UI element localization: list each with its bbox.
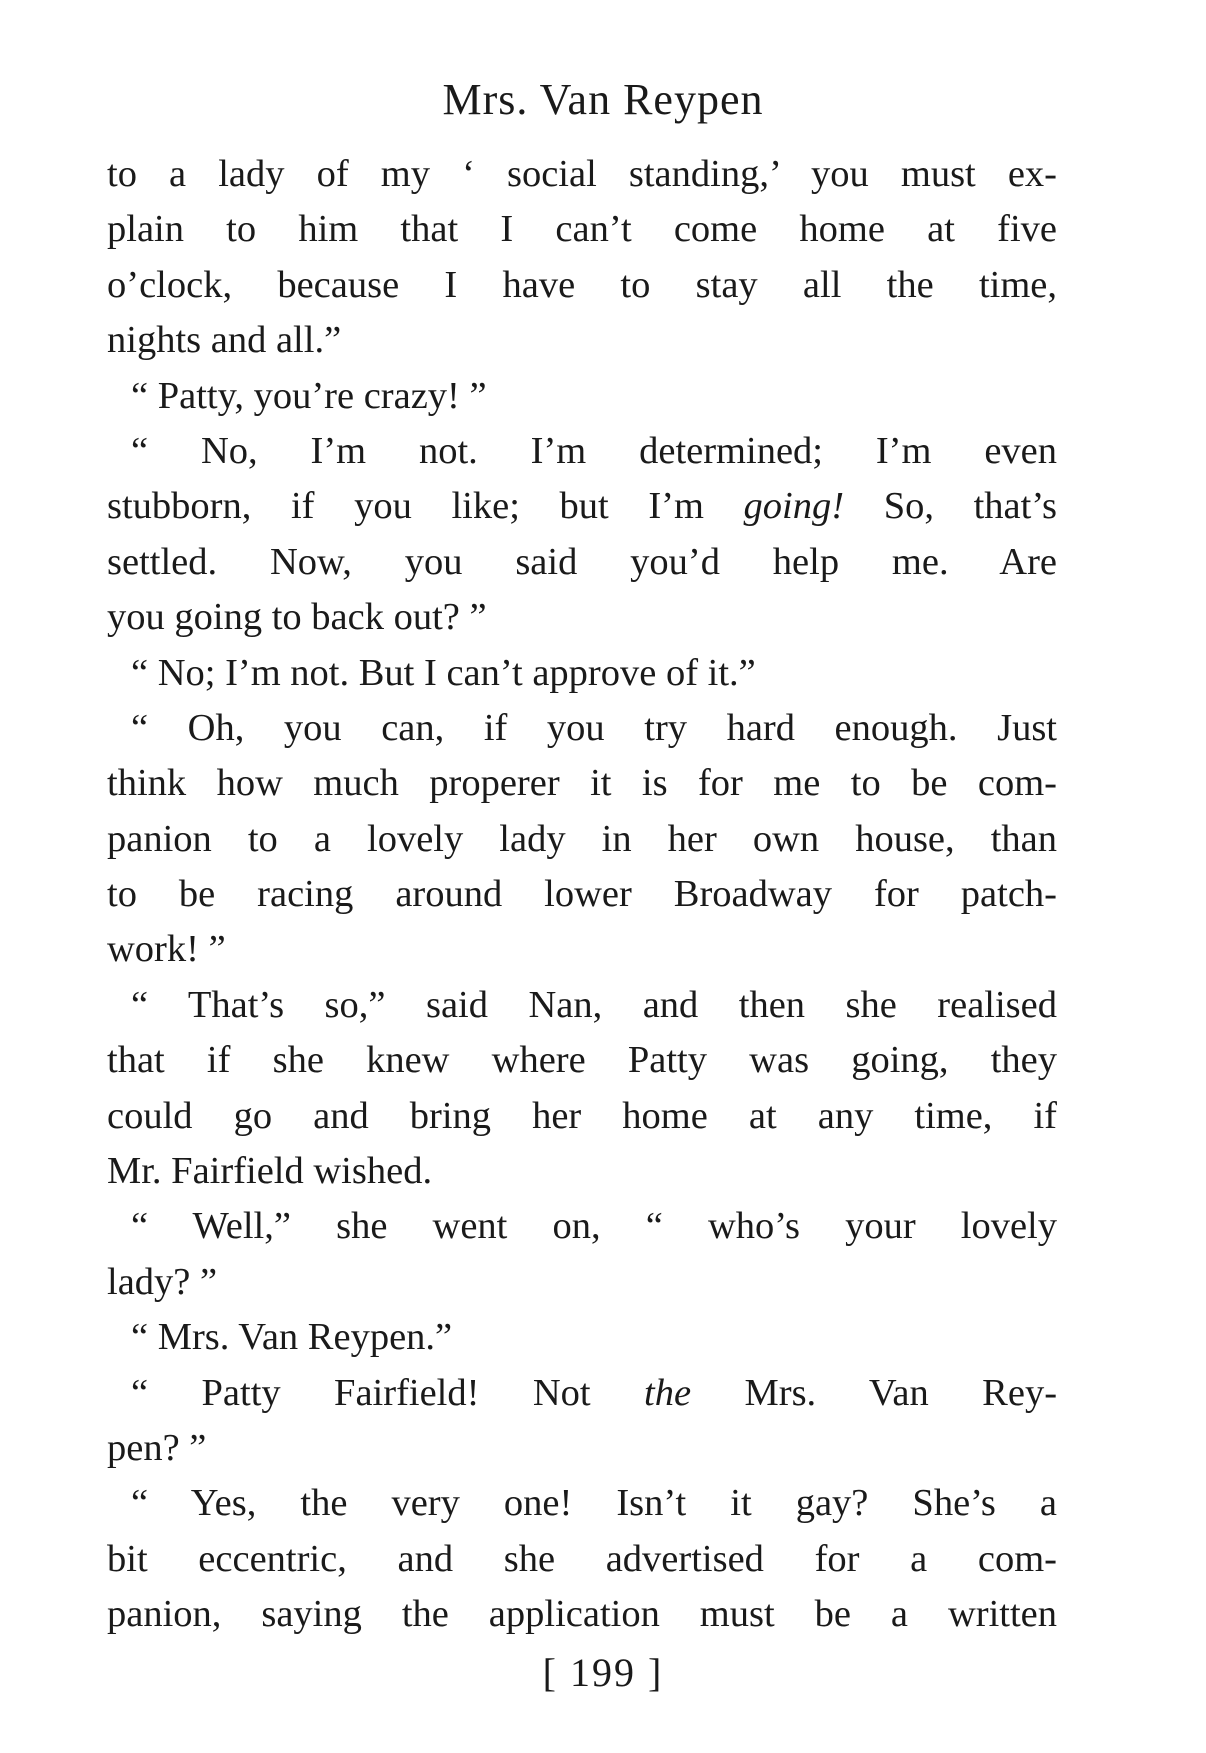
text-line: that if she knew where Patty was going, they — [107, 1039, 1057, 1082]
text-line: o’clock, because I have to stay all the time, — [107, 263, 1057, 306]
text-line-mixed — [107, 1366, 1057, 1421]
text-run: “ Patty Fairfield! Not — [131, 1371, 591, 1414]
text-line: “ Patty, you’re crazy! ” — [131, 374, 487, 417]
text-line: panion, saying the application must be a written — [107, 1593, 1057, 1636]
running-head: Mrs. Van Reypen — [442, 75, 764, 124]
text-line-mixed — [107, 479, 1057, 534]
text-line: nights and all.” — [107, 319, 342, 362]
text-line: to be racing around lower Broadway for patch- — [107, 873, 1057, 916]
text-line: “ Yes, the very one! Isn’t it gay? She’s a — [131, 1482, 1057, 1525]
text-line: “ That’s so,” said Nan, and then she realised — [131, 983, 1057, 1026]
text-run: So, that’s — [883, 485, 1058, 528]
page-number: [ 199 ] — [542, 1650, 664, 1695]
text-line: work! ” — [107, 928, 226, 971]
text-line: settled. Now, you said you’d help me. Are — [107, 540, 1057, 583]
text-line: think how much properer it is for me to be com- — [107, 762, 1057, 805]
text-line: you going to back out? ” — [107, 596, 487, 639]
text-line: Mr. Fairfield wished. — [107, 1150, 433, 1193]
text-line: “ Mrs. Van Reypen.” — [131, 1316, 453, 1359]
emphasis-the: the — [644, 1371, 692, 1414]
text-line: could go and bring her home at any time, if — [107, 1094, 1057, 1137]
text-run: stubborn, if you like; but I’m — [107, 485, 704, 528]
text-line: lady? ” — [107, 1260, 218, 1303]
text-line: “ No; I’m not. But I can’t approve of it.” — [131, 651, 756, 694]
text-line: “ No, I’m not. I’m determined; I’m even — [131, 429, 1057, 472]
text-line: pen? ” — [107, 1426, 207, 1469]
text-line: to a lady of my ‘ social standing,’ you must ex- — [107, 153, 1057, 195]
text-line: bit eccentric, and she advertised for a com- — [107, 1537, 1057, 1580]
text-line: “ Oh, you can, if you try hard enough. Just — [131, 706, 1057, 749]
text-line: panion to a lovely lady in her own house, than — [107, 817, 1057, 860]
text-line: plain to him that I can’t come home at five — [107, 208, 1057, 251]
body-text — [107, 147, 1057, 1643]
text-run: Mrs. Van Rey- — [744, 1371, 1058, 1414]
text-line: “ Well,” she went on, “ who’s your lovely — [131, 1205, 1057, 1248]
emphasis-going: going! — [743, 485, 845, 528]
